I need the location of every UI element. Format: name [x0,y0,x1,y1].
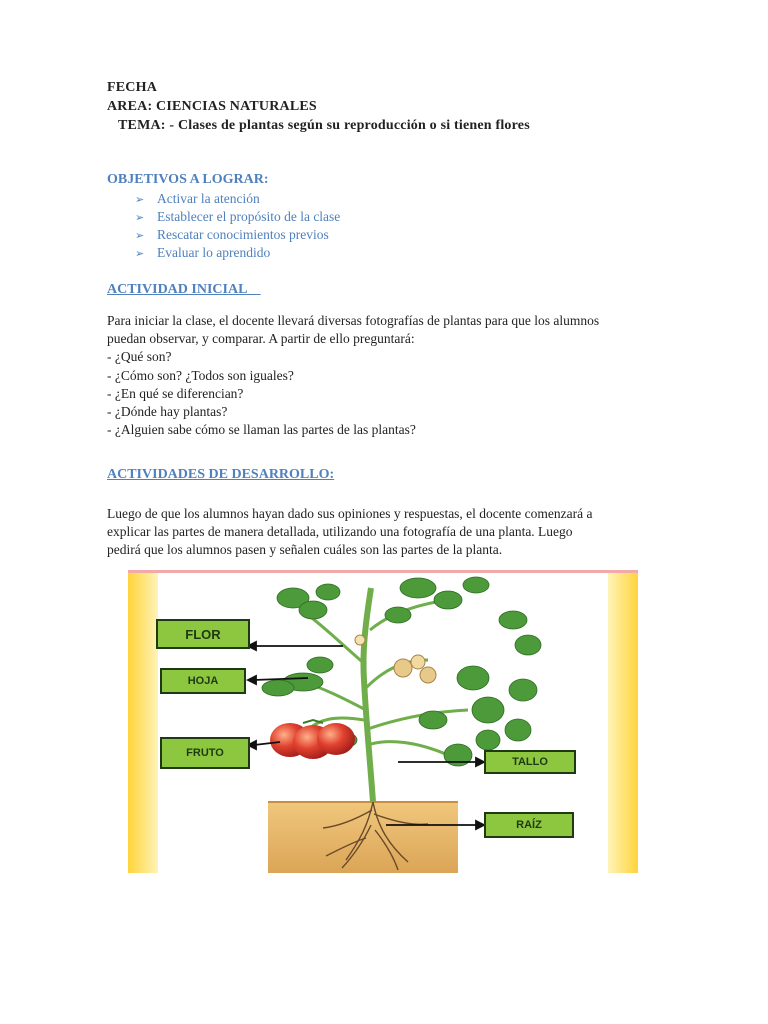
plant-parts-figure [128,570,638,873]
objetivo-item [135,227,329,243]
actividad-inicial-text [107,312,667,439]
fecha-label: FECHA [107,80,157,95]
text-line: pedirá que los alumnos pasen y señalen cuáles son las partes de la planta. [107,542,503,558]
text-line: puedan observar, y comparar. A partir de ello preguntará: [107,331,415,347]
actividad-inicial-title-text: ACTIVIDAD INICIAL [107,282,247,297]
label-tallo-text: TALLO [484,750,576,774]
objetivo-item [135,209,340,225]
soil-area [268,802,458,873]
tema-text: Clases de plantas según su reproducción o si tienen flores [177,118,530,133]
label-fruto-text: FRUTO [160,737,250,769]
label-flor-text: FLOR [156,619,250,649]
label-fruto [160,737,250,769]
label-hoja-text: HOJA [160,668,246,694]
label-hoja [160,668,246,694]
label-raiz-text: RAÍZ [484,812,574,838]
objetivo-text: Activar la atención [157,191,260,206]
desarrollo-title: ACTIVIDADES DE DESARROLLO: [107,467,335,482]
objetivos-title: OBJETIVOS A LOGRAR: [107,172,269,187]
text-line: - ¿En qué se diferencian? [107,385,244,401]
tema-label: TEMA: - [118,118,175,133]
tema-line [118,118,530,134]
desarrollo-text [107,505,667,560]
objetivo-item [135,191,260,207]
text-line: - ¿Dónde hay plantas? [107,404,228,420]
objetivo-item [135,245,270,261]
side-band-right [608,570,638,873]
bullet-arrow-icon: ➢ [135,194,145,206]
text-line: - ¿Alguien sabe cómo se llaman las partes de las plantas? [107,422,416,438]
text-line: - ¿Qué son? [107,349,172,365]
text-line: explicar las partes de manera detallada, utilizando una fotografía de una planta. Luego [107,524,573,540]
text-line: - ¿Cómo son? ¿Todos son iguales? [107,367,294,383]
actividad-inicial-title [107,282,261,298]
objetivo-text: Establecer el propósito de la clase [157,209,341,224]
objetivo-text: Rescatar conocimientos previos [157,227,329,242]
text-line: Luego de que los alumnos hayan dado sus opiniones y respuestas, el docente comenzará a [107,506,593,521]
text-line: Para iniciar la clase, el docente llevará diversas fotografías de plantas para que los alumnos [107,313,600,328]
label-raiz [484,812,574,838]
objetivo-text: Evaluar lo aprendido [157,245,271,260]
bullet-arrow-icon: ➢ [135,248,145,260]
bullet-arrow-icon: ➢ [135,212,145,224]
label-tallo [484,750,576,774]
tomatoes [270,720,355,759]
label-flor [156,619,250,649]
side-band-left [128,570,158,873]
bullet-arrow-icon: ➢ [135,230,145,242]
area-label: AREA: CIENCIAS NATURALES [107,99,317,114]
